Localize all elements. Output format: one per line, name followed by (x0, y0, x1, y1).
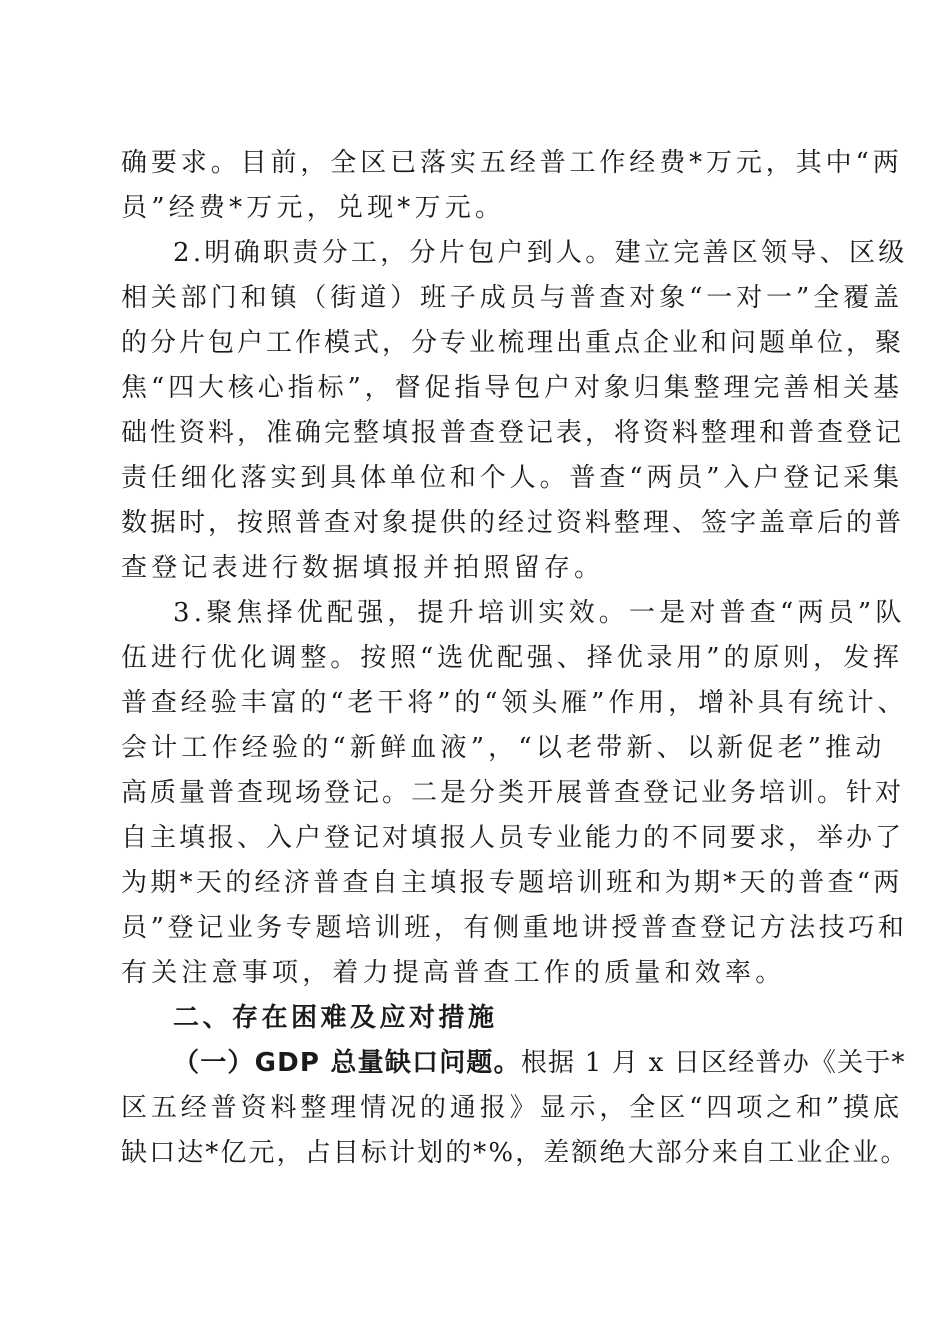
subsection-text: 根据 1 月 x 日区经普办《关于* (520, 1048, 906, 1078)
subsection-line (173, 1048, 906, 1078)
body-line: 数据时，按照普查对象提供的经过资料整理、签字盖章后的普 (121, 508, 905, 538)
body-line: 缺口达*亿元，占目标计划的*%，差额绝大部分来自工业企业。 (121, 1138, 909, 1168)
body-line: 础性资料，准确完整填报普查登记表，将资料整理和普查登记 (121, 418, 905, 448)
subsection-title: （一）GDP 总量缺口问题。 (173, 1048, 521, 1078)
body-line: 高质量普查现场登记。二是分类开展普查登记业务培训。针对 (121, 778, 905, 808)
section-heading: 二、存在困难及应对措施 (173, 1003, 498, 1033)
body-line: 会计工作经验的“新鲜血液”，“以老带新、以新促老”推动 (121, 733, 886, 763)
body-line: 相关部门和镇（街道）班子成员与普查对象“一对一”全覆盖 (121, 283, 903, 313)
body-line: 员”登记业务专题培训班，有侧重地讲授普查登记方法技巧和 (121, 913, 908, 943)
para-start-line: 3.聚焦择优配强，提升培训实效。一是对普查“两员”队 (173, 598, 906, 628)
body-line: 的分片包户工作模式，分专业梳理出重点企业和问题单位，聚 (121, 328, 905, 358)
body-line: 伍进行优化调整。按照“选优配强、择优录用”的原则，发挥 (121, 643, 903, 673)
body-line: 责任细化落实到具体单位和个人。普查“两员”入户登记采集 (121, 463, 903, 493)
body-line: 员”经费*万元，兑现*万元。 (121, 193, 506, 223)
body-line: 区五经普资料整理情况的通报》显示，全区“四项之和”摸底 (121, 1093, 903, 1123)
body-line: 自主填报、入户登记对填报人员专业能力的不同要求，举办了 (121, 823, 905, 853)
para-start-line: 2.明确职责分工，分片包户到人。建立完善区领导、区级 (173, 238, 908, 268)
body-line: 普查经验丰富的“老干将”的“领头雁”作用，增补具有统计、 (121, 688, 908, 718)
body-line: 确要求。目前，全区已落实五经普工作经费*万元，其中“两 (121, 148, 903, 178)
body-line: 查登记表进行数据填报并拍照留存。 (121, 553, 605, 583)
body-line: 为期*天的经济普查自主填报专题培训班和为期*天的普查“两 (121, 868, 903, 898)
body-line: 有关注意事项，着力提高普查工作的质量和效率。 (121, 958, 786, 988)
body-line: 焦“四大核心指标”，督促指导包户对象归集整理完善相关基 (121, 373, 903, 403)
